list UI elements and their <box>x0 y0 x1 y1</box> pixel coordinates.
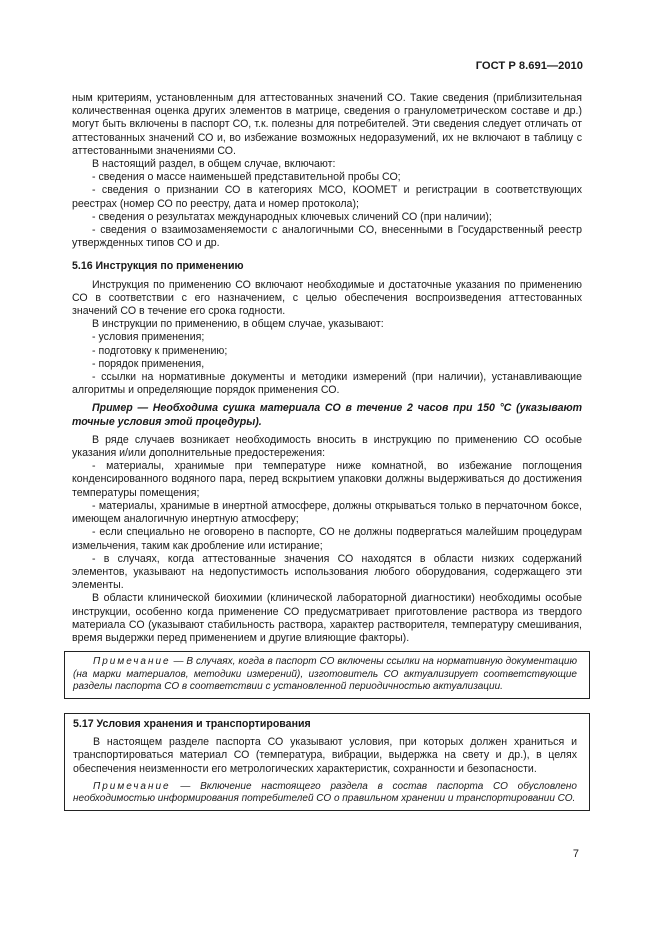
paragraph: Инструкция по применению СО включают необходимые и достаточные указания по применению СО в соответствии с его назначением, с целью обеспечения воспроизведения аттестованных значений СО в течение его срока годности. <box>72 278 582 318</box>
section-title-5-16: 5.16 Инструкция по применению <box>72 260 244 273</box>
note-text: Примечание — Включение настоящего раздела в состав паспорта СО обусловлено необходимостью информирования потребителей СО о правильном хранении и транспортировании СО. <box>73 780 577 805</box>
note-text: Примечание — В случаях, когда в паспорт СО включены ссылки на нормативную документацию (на марки материалов, методики измерений), изготовитель СО актуализирует соответствующие разделы паспорта СО в соответствии с установленной периодичностью актуализации. <box>73 656 577 693</box>
note-box-5-16 <box>64 651 590 699</box>
list-item: - материалы, хранимые при температуре ниже комнатной, во избежание поглощения конденсированного водяного пара, перед вскрытием упаковки должны выдерживаться до достижения температуры помещения; <box>72 460 582 499</box>
paragraph: В настоящем разделе паспорта СО указывают условия, при которых должен храниться и транспортироваться материал СО (температура, вибрации, выдержка на свету и др.), в целях обеспечения неизменности его метрологических характеристик, сохранности и безопасности. <box>73 736 577 775</box>
page-body <box>72 92 582 811</box>
paragraph: В инструкции по применению, в общем случае, указывают: <box>92 318 384 331</box>
list-item: - сведения о массе наименьшей представительной пробы СО; <box>92 171 401 184</box>
note-label: Примечание <box>93 656 171 668</box>
paragraph: В ряде случаев возникает необходимость вносить в инструкцию по применению СО особые указания и/или дополнительные предостережения: <box>72 433 582 460</box>
list-item: - подготовку к применению; <box>92 344 228 357</box>
list-item: - сведения о результатах международных ключевых сличений СО (при наличии); <box>92 210 492 223</box>
note-label: Примечание <box>93 780 171 792</box>
page-number: 7 <box>572 848 579 860</box>
paragraph: В области клинической биохимии (клинической лабораторной диагностики) необходимы особые инструкции, особенно когда применение СО предусматривает приготовление раствора из твердого материала СО (указывают стабильность раствора, характер растворителя, температуру смешивания, время выдержки перед применением и другие влияющие факторы). <box>72 592 582 644</box>
example-text: Пример — Необходима сушка материала СО в течение 2 часов при 150 °С (указывают точные условия этой процедуры). <box>72 402 582 428</box>
list-item: - если специально не оговорено в паспорте, СО не должны подвергаться малейшим процедурам измельчения, таким как дробление или истирание; <box>72 526 582 552</box>
list-item: - сведения о признании СО в категориях МСО, КООМЕТ и регистрации в соответствующих реестрах (номер СО по реестру, дата и номер протокола); <box>72 184 582 210</box>
document-code: ГОСТ Р 8.691—2010 <box>475 60 583 72</box>
list-item: - порядок применения, <box>92 357 205 370</box>
list-item: - сведения о взаимозаменяемости с аналогичными СО, внесенными в Государственный реестр утвержденных типов СО и др. <box>72 224 582 250</box>
paragraph: В настоящий раздел, в общем случае, включают: <box>92 158 336 171</box>
section-box-5-17 <box>64 713 590 811</box>
paragraph: ным критериям, установленным для аттестованных значений СО. Такие сведения (приблизительная количественная оценка других элементов в матрице, сведения о гранулометрическом составе и др.) могут быть включены в паспорт СО, т.к. полезны для потребителей. Эти сведения следует отличать от аттестованных значений СО и, во избежание возможных недоразумений, их не включают в таблицу с аттестованными значениями СО. <box>72 92 582 157</box>
list-item: - материалы, хранимые в инертной атмосфере, должны открываться только в перчаточном боксе, имеющем аналогичную инертную атмосферу; <box>72 499 582 526</box>
section-title-5-17: 5.17 Условия хранения и транспортирования <box>73 717 311 730</box>
list-item: - в случаях, когда аттестованные значения СО находятся в области низких содержаний элементов, указывают на недопустимость использования любого оборудования, содержащего эти элементы. <box>72 552 582 592</box>
list-item: - условия применения; <box>92 331 205 344</box>
list-item: - ссылки на нормативные документы и методики измерений (при наличии), устанавливающие алгоритмы и определяющие порядок применения СО. <box>72 371 582 397</box>
